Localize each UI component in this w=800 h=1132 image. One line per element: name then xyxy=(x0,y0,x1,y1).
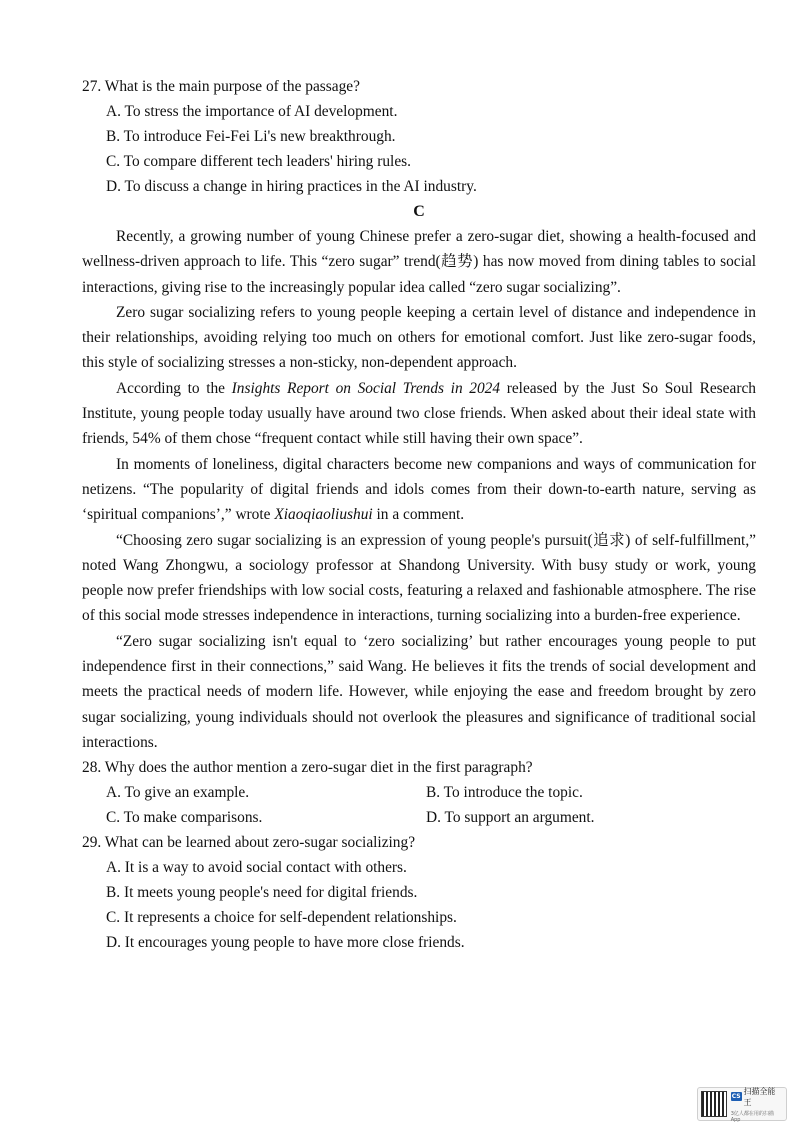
watermark-text xyxy=(731,1086,783,1123)
paragraph-4-text-b: in a comment. xyxy=(372,506,465,524)
option-row xyxy=(82,780,756,805)
option-c: C. To make comparisons. xyxy=(106,809,263,827)
paragraph-3 xyxy=(82,376,756,452)
option-a: A. To stress the importance of AI development. xyxy=(106,103,398,120)
section-heading: C xyxy=(413,203,425,220)
paragraph-4-text-a: In moments of loneliness, digital characters become new companions and ways of communication for netizens. “The popularity of digital friends and idols comes from their down-to-earth nature, serving as ‘spiritual companions’,” wrote xyxy=(82,455,756,524)
watermark-app-name: 扫描全能王 xyxy=(743,1086,776,1107)
report-title: Insights Report on Social Trends in 2024 xyxy=(231,379,501,397)
scanner-watermark xyxy=(697,1087,787,1121)
paragraph-3-text-a: According to the xyxy=(116,379,232,397)
camscanner-logo-icon: CS xyxy=(731,1093,741,1100)
question-stem: 29. What can be learned about zero-sugar socializing? xyxy=(82,834,416,852)
option-a: A. To give an example. xyxy=(106,784,250,802)
watermark-subtitle: 3亿人都在用的扫描App xyxy=(730,1110,774,1123)
option-d: D. It encourages young people to have more close friends. xyxy=(106,934,465,952)
paragraph-3-text-b: released by the Just So Soul Research Institute, young people today usually have around two close friends. When asked about their ideal state with friends, 54% of them chose “frequent contact while still having their own space”. xyxy=(82,379,756,448)
option-b: B. It meets young people's need for digital friends. xyxy=(106,884,418,902)
option-b: B. To introduce the topic. xyxy=(426,784,583,802)
option-d: D. To support an argument. xyxy=(426,809,595,827)
paragraph-6: “Zero sugar socializing isn't equal to ‘zero socializing’ but rather encourages young people to put independence first in their connections,” said Wang. He believes it fits the trends of social development and meets the practical needs of modern life. However, while enjoying the ease and freedom brought by zero sugar socializing, young individuals should not overlook the pleasures and significance of traditional social interactions. xyxy=(82,632,756,751)
paragraph-5: “Choosing zero sugar socializing is an expression of young people's pursuit(追求) of self-fulfillment,” noted Wang Zhongwu, a sociology professor at Shandong University. With busy study or work, young people now prefer friendships with low social costs, featuring a relaxed and fashionable atmosphere. The rise of this social mode stresses independence in interactions, turning socializing into a burden-free experience. xyxy=(82,531,756,625)
question-28 xyxy=(82,755,756,830)
option-b: B. To introduce Fei-Fei Li's new breakthrough. xyxy=(106,128,396,145)
question-29 xyxy=(82,830,756,955)
paragraph-2: Zero sugar socializing refers to young people keeping a certain level of distance and independence in their relationships, avoiding relying too much on others for emotional comfort. Just like zero-sugar foods, this style of socializing stresses a non-sticky, non-dependent approach. xyxy=(82,303,756,372)
paragraph-1: Recently, a growing number of young Chinese prefer a zero-sugar diet, showing a health-focused and wellness-driven approach to life. This “zero sugar” trend(趋势) has now moved from dining tables to social interactions, giving rise to the increasingly popular idea called “zero sugar socializing”. xyxy=(82,228,756,296)
commenter-name: Xiaoqiaoliushui xyxy=(274,506,373,524)
question-stem: 27. What is the main purpose of the passage? xyxy=(82,78,360,95)
option-a: A. It is a way to avoid social contact with others. xyxy=(106,859,407,877)
question-27 xyxy=(82,74,756,199)
qr-code-icon xyxy=(701,1091,727,1117)
option-c: C. To compare different tech leaders' hiring rules. xyxy=(106,153,411,170)
question-stem: 28. Why does the author mention a zero-sugar diet in the first paragraph? xyxy=(82,759,533,777)
option-d: D. To discuss a change in hiring practices in the AI industry. xyxy=(106,178,477,195)
paragraph-4 xyxy=(82,452,756,528)
reading-passage xyxy=(82,224,756,755)
exam-page xyxy=(82,74,756,955)
option-c: C. It represents a choice for self-dependent relationships. xyxy=(106,909,457,927)
option-row xyxy=(82,805,756,830)
watermark-logo xyxy=(731,1086,783,1108)
